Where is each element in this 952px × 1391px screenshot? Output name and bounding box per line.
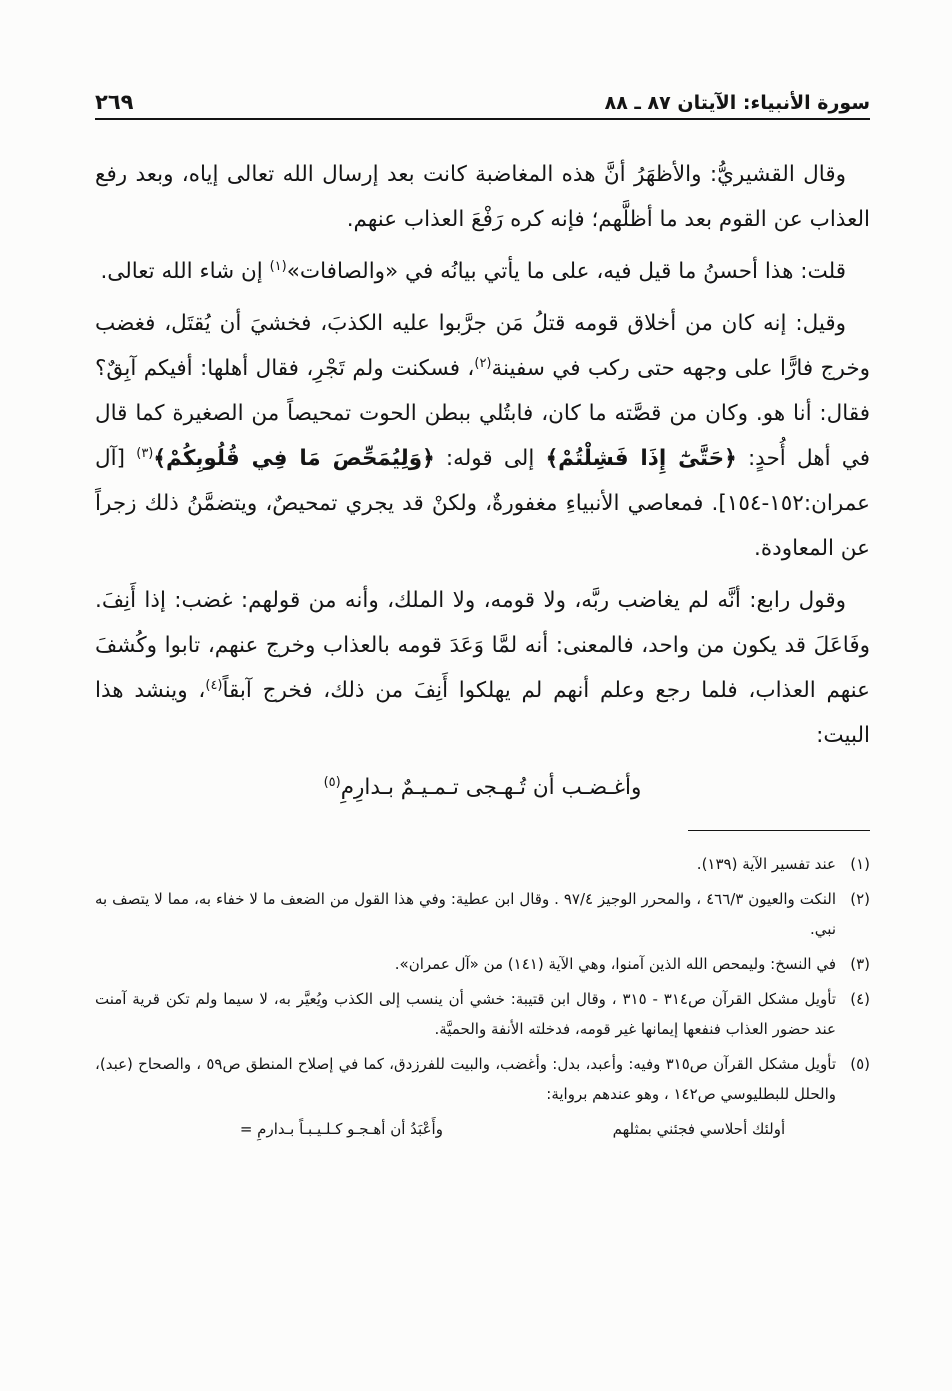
page-header xyxy=(95,76,870,120)
footnote-number: (٣) xyxy=(850,955,870,973)
footnote-number: (٤) xyxy=(850,990,870,1008)
paragraph-2-text-b: إن شاء الله تعالى. xyxy=(100,259,270,284)
footnote-verse-second-hemistich: وأَعْبَدُ أن أهـجـو كـلـيـبـاً بـدارمِ = xyxy=(239,1120,443,1138)
footnote-verse-first-hemistich: أولئك أحلاسي فجئني بمثلهم xyxy=(612,1120,786,1138)
paragraph-3-text-b: ، فسكنت ولم تَجْرِ، فقال أهلها: أفيكم آبِقٌ؟ فقال: أنا هو. وكان من قصَّته ما كان، فابتُلي ببطن الحوت تمحيصاً من الصغيرة كما قال في أهل أُحدٍ: xyxy=(95,356,871,471)
footnote-text: النكت والعيون ٤٦٦/٣ ، والمحرر الوجيز ٩٧/٤ . وقال ابن عطية: وفي هذا القول من الضعف ما لا خفاء به، مما لا يتصف به نبي. xyxy=(95,890,837,938)
paragraph-3-text-d: [آل عمران:١٥٢-١٥٤]. فمعاصي الأنبياءِ مغفورةٌ، ولكنْ قد يجري تمحيصٌ، ويتضمَّنُ ذلك زجراً عن المعاودة. xyxy=(95,446,870,561)
footnote-number: (١) xyxy=(850,855,870,873)
running-title: سورة الأنبياء: الآيتان ٨٧ ـ ٨٨ xyxy=(604,92,870,114)
footnote-verse xyxy=(95,1114,870,1144)
poetry-verse xyxy=(95,765,870,810)
footnote-1 xyxy=(95,849,870,879)
footnote-marker-3: (٣) xyxy=(136,445,154,461)
main-text xyxy=(95,152,870,810)
footnote-text: عند تفسير الآية (١٣٩). xyxy=(696,855,836,873)
footnote-2 xyxy=(95,884,870,944)
footnote-separator xyxy=(688,830,870,831)
paragraph-2 xyxy=(95,249,870,294)
footnote-marker-2: (٢) xyxy=(474,355,492,371)
paragraph-4 xyxy=(95,578,870,758)
footnote-text: في النسخ: وليمحص الله الذين آمنوا، وهي الآية (١٤١) من «آل عمران». xyxy=(394,955,836,973)
paragraph-3-text-c: إلى قوله: xyxy=(434,446,546,471)
footnote-3 xyxy=(95,949,870,979)
footnote-marker-5: (٥) xyxy=(323,774,341,790)
paragraph-1: وقال القشيريُّ: والأظهَرُ أنَّ هذه المغاضبة كانت بعد إرسال الله تعالى إياه، وبعد رفع العذاب عن القوم بعد ما أظلَّهم؛ فإنه كره رَفْعَ العذاب عنهم. xyxy=(95,162,870,232)
quran-quote-2: ﴿وَلِيُمَحِّصَ مَا فِي قُلُوبِكُمْ﴾ xyxy=(153,446,435,471)
footnote-5 xyxy=(95,1049,870,1109)
page-number: ٢٦٩ xyxy=(95,90,134,114)
paragraph-3-text-a: وقيل: إنه كان من أخلاق قومه قتلُ مَن جرَّبوا عليه الكذبَ، فخشيَ أن يُقتَل، فغضب وخرج فارًّا على وجهه حتى ركب في سفينة xyxy=(95,311,870,381)
quran-quote-1: ﴿حَتَّىٰٓ إِذَا فَشِلْتُمْ﴾ xyxy=(545,446,737,471)
paragraph-4-text-a: وقول رابع: أنَّه لم يغاضب ربَّه، ولا قومه، ولا الملك، وأنه من قولهم: غضب: إذا أَنِفَ. وفَاعَلَ قد يكون من واحد، فالمعنى: أنه لمَّا وَعَدَ قومه بالعذاب وخرج عنهم، تابوا وكُشفَ عنهم العذاب، فلما رجع وعلم أنهم لم يهلكوا أَنِفَ من ذلك، فخرج آبقاً xyxy=(95,588,871,703)
page-content xyxy=(95,152,870,1144)
verse-text: وأغـضـب أن تُـهـجى تـمـيـمٌ بـدارِمِ xyxy=(340,775,642,800)
footnote-marker-4: (٤) xyxy=(205,677,223,693)
paragraph-3 xyxy=(95,301,870,571)
paragraph-2-text-a: قلت: هذا أحسنُ ما قيل فيه، على ما يأتي بيانُه في «والصافات» xyxy=(286,259,846,284)
footnote-text: تأويل مشكل القرآن ص٣١٤ - ٣١٥ ، وقال ابن قتيبة: خشي أن ينسب إلى الكذب ويُعيَّر به، لا سيما ولم تكن قرية آمنت عند حضور العذاب فنفعها إيمانها غير قومه، فدخلته الأنفة والحميَّة. xyxy=(95,990,837,1038)
footnote-4 xyxy=(95,984,870,1044)
footnote-text: تأويل مشكل القرآن ص٣١٥ وفيه: وأعبد، بدل: وأغضب، والبيت للفرزدق، كما في إصلاح المنطق ص٥٩ ، والصحاح (عبد)، والحلل للبطليوسي ص١٤٢ ، وهو عندهم برواية: xyxy=(95,1055,837,1103)
footnote-number: (٥) xyxy=(850,1055,870,1073)
footnote-number: (٢) xyxy=(850,890,870,908)
footnotes xyxy=(95,849,870,1144)
paragraph-4-text-b: ، وينشد هذا البيت: xyxy=(95,678,870,748)
footnote-marker-1: (١) xyxy=(269,258,287,274)
